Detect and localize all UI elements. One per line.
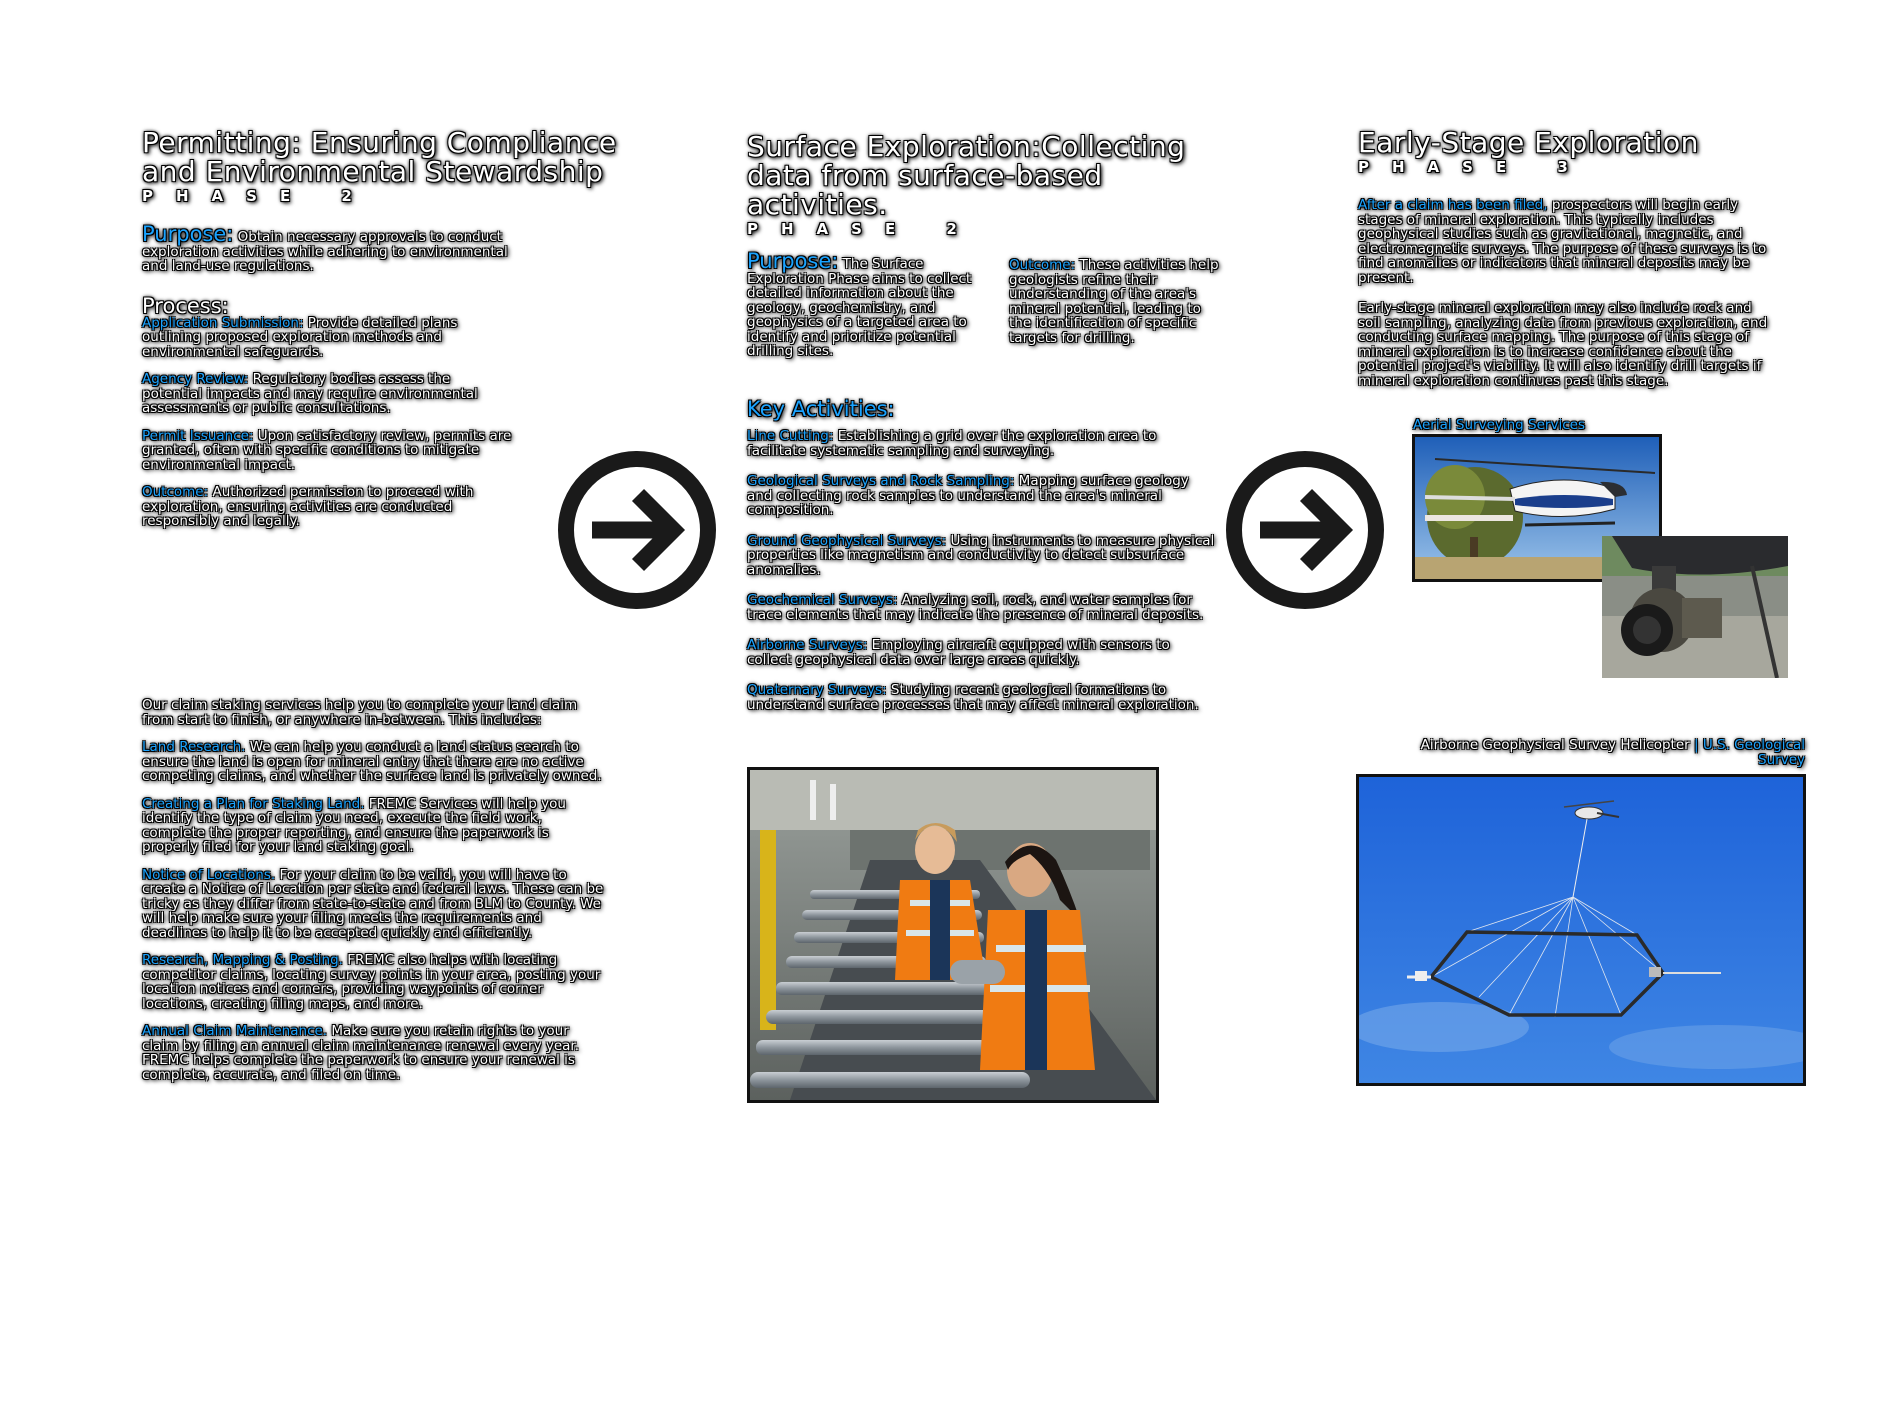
surface-purpose-label: Purpose: [747, 249, 839, 273]
item-label: Line Cutting: [747, 428, 834, 444]
item-text: We can help you conduct a land status search to ensure the land is open for mineral entry that there are no active competing claims, and whether the surface land is privately owned. [142, 739, 602, 784]
early-stage-p1-text: prospectors will begin early stages of mineral exploration. This typically includes geophysical studies such as gravitational, magnetic, and electromagnetic surveys. The purpose of these surveys is to find anomalies or indicators that mineral deposits may be present. [1358, 197, 1767, 286]
list-item [142, 372, 512, 416]
item-label: Airborne Surveys: [747, 637, 868, 653]
early-stage-paragraph-2: Early-stage mineral exploration may also include rock and soil sampling, analyzing data from previous exploration, and conducting surface mapping. The purpose of this stage of mineral exploration is to increase confidence about the potential project's viability. It will also identify drill targets if mineral exploration continues past this stage. [1358, 300, 1768, 389]
item-text: Establishing a grid over the exploration area to facilitate systematic sampling and surveying. [747, 428, 1157, 459]
item-label: Geological Surveys and Rock Sampling: [747, 473, 1015, 489]
process-list [142, 316, 512, 529]
aerial-surveying-label: Aerial Surveying Services [1413, 417, 1585, 433]
item-text: FREMC Services will help you identify the type of claim you need, execute the field work, complete the proper reporting, and ensure the paperwork is properly filed for your land staking goal. [142, 795, 566, 855]
surface-title-line2: data from surface-based activities. [747, 159, 1103, 221]
permitting-title [142, 128, 622, 186]
list-item [747, 593, 1217, 622]
permitting-phase: PHASE 2 [142, 187, 375, 205]
sensor-camera-illustration [1602, 536, 1788, 678]
surface-purpose-text: The Surface Exploration Phase aims to collect detailed information about the geology, geochemistry, and geophysics of a targeted area to identify and prioritize potential drilling sites. [747, 256, 972, 359]
arrow-right-icon [556, 449, 718, 611]
list-item [142, 1024, 604, 1082]
permitting-title-line2: and Environmental Stewardship [142, 155, 604, 188]
list-item [747, 429, 1217, 458]
list-item [142, 868, 604, 941]
permitting-title-line1: Permitting: Ensuring Compliance [142, 126, 617, 159]
item-label: Agency Review: [142, 371, 249, 387]
item-label: Creating a Plan for Staking Land. [142, 795, 365, 812]
early-stage-title: Early-Stage Exploration [1358, 126, 1699, 159]
list-item [142, 953, 604, 1011]
item-label: Permit Issuance: [142, 427, 254, 444]
helicopter-caption [1385, 738, 1805, 767]
item-label: Notice of Locations. [142, 866, 276, 883]
caption-separator: | [1694, 737, 1699, 753]
claim-staking-section [142, 698, 604, 1095]
list-item [747, 534, 1217, 578]
surface-outcome-text: These activities help geologists refine their understanding of the area's mineral potential, leading to the identification of specific targets for drilling. [1009, 257, 1219, 346]
item-text: FREMC also helps with locating competitor claims, locating survey points in your area, posting your location notices and corners, providing waypoints of corner locations, creating filing maps, and more. [142, 952, 601, 1012]
item-text: Using instruments to measure physical properties like magnetism and conductivity to detect subsurface anomalies. [747, 532, 1215, 578]
key-activities-label: Key Activities: [747, 397, 895, 421]
activities-list [747, 429, 1217, 712]
sensor-camera-photo [1602, 536, 1788, 678]
permitting-column [142, 128, 622, 542]
surface-title-line1: Surface Exploration:Collecting [747, 130, 1186, 163]
list-item [142, 740, 604, 784]
process-label: Process: [142, 293, 229, 318]
item-text: Provide detailed plans outlining proposed exploration methods and environmental safeguards. [142, 314, 458, 360]
claims-intro: Our claim staking services help you to complete your land claim from start to finish, or anywhere in-between. This includes: [142, 697, 578, 728]
core-sample-illustration [750, 770, 1156, 1100]
surface-title [747, 132, 1227, 219]
permitting-purpose [142, 222, 512, 274]
purpose-text: Obtain necessary approvals to conduct exploration activities while adhering to environmental and land-use regulations. [142, 229, 508, 274]
list-item [142, 316, 512, 360]
caption-text: Airborne Geophysical Survey Helicopter [1420, 737, 1690, 753]
surface-outcome [1009, 258, 1219, 345]
usgs-link[interactable]: U.S. Geological Survey [1702, 737, 1805, 768]
surface-outcome-label: Outcome: [1009, 257, 1076, 273]
list-item [142, 485, 512, 529]
list-item [747, 683, 1217, 712]
item-text: Upon satisfactory review, permits are granted, often with specific conditions to mitigate environmental impact. [142, 427, 512, 473]
purpose-label: Purpose: [142, 222, 234, 246]
item-text: Authorized permission to proceed with exploration, ensuring activities are conducted responsibly and legally. [142, 484, 474, 529]
item-label: Outcome: [142, 484, 209, 500]
list-item [747, 474, 1217, 518]
early-stage-column [1358, 128, 1778, 433]
item-label: Land Research. [142, 739, 246, 755]
item-label: Geochemical Surveys: [747, 592, 898, 608]
item-text: Make sure you retain rights to your claim by filing an annual claim maintenance renewal every year. FREMC helps complete the paperwork to ensure your renewal is complete, accurate, and filed on time. [142, 1023, 580, 1083]
list-item [142, 797, 604, 855]
item-label: Application Submission: [142, 314, 304, 331]
item-text: Regulatory bodies assess the potential impacts and may require environmental assessments or public consultations. [142, 371, 478, 416]
airborne-survey-illustration [1359, 777, 1803, 1083]
arrow-right-icon [1224, 449, 1386, 611]
core-sample-photo [747, 767, 1159, 1103]
item-label: Research, Mapping & Posting. [142, 952, 343, 968]
surface-exploration-column [747, 132, 1227, 728]
item-text: Employing aircraft equipped with sensors to collect geophysical data over large areas quickly. [747, 637, 1170, 668]
item-text: Analyzing soil, rock, and water samples for trace elements that may indicate the presence of mineral deposits. [747, 592, 1204, 623]
item-label: Ground Geophysical Surveys: [747, 532, 947, 549]
after-claim-label: After a claim has been filed, [1358, 197, 1548, 213]
early-stage-paragraph-1 [1358, 198, 1778, 285]
list-item [142, 429, 512, 473]
item-label: Annual Claim Maintenance. [142, 1023, 328, 1039]
early-stage-phase: PHASE 3 [1358, 158, 1591, 176]
item-text: For your claim to be valid, you will have to create a Notice of Location per state and federal laws. These can be tricky as they differ from state-to-state and from BLM to County. We will help make sure your filing meets the requirements and deadlines to help it to be accepted quickly and efficiently. [142, 866, 604, 941]
item-text: Mapping surface geology and collecting rock samples to understand the area's mineral composition. [747, 473, 1189, 518]
surface-purpose [747, 249, 997, 359]
airborne-survey-photo [1356, 774, 1806, 1086]
claims-list [142, 740, 604, 1082]
item-label: Quaternary Surveys: [747, 682, 887, 698]
surface-phase: PHASE 2 [747, 220, 980, 238]
list-item [747, 638, 1217, 667]
item-text: Studying recent geological formations to understand surface processes that may affect mineral exploration. [747, 682, 1199, 713]
